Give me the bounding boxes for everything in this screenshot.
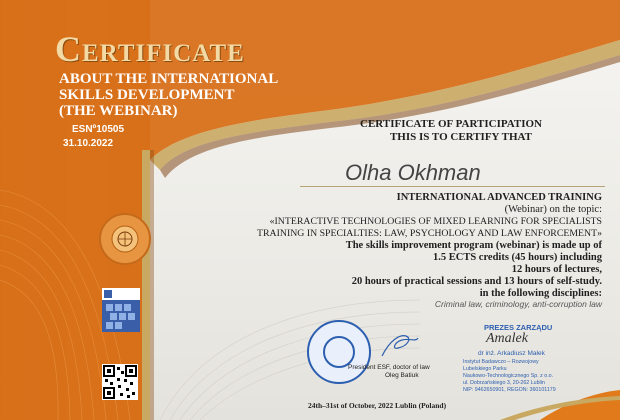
institute-logo [102,288,140,332]
certificate-number: ESNº10505 [72,124,125,135]
institute-line-4: ul. Dobrzańskiego 3, 20-262 Lublin [463,380,545,386]
training-topic-label: (Webinar) on the topic: [504,204,602,215]
president-signature [380,330,420,360]
foundation-logo [99,213,151,265]
subtitle-line-2: SKILLS DEVELOPMENT [59,87,235,103]
program-description: The skills improvement program (webinar) is made up of [345,240,602,251]
subtitle-line-1: ABOUT THE INTERNATIONAL [59,71,279,87]
header-participation: CERTIFICATE OF PARTICIPATION [360,118,542,130]
subtitle-line-3: (THE WEBINAR) [59,103,178,119]
program-disciplines: Criminal law, criminology, anti-corruption law [434,299,602,309]
recipient-name: Olha Okhman [345,160,481,185]
qr-code[interactable] [102,364,138,400]
program-lectures: 12 hours of lectures, [511,264,602,275]
institute-line-1: Instytut Badawczo – Rozwojowy [463,359,539,365]
certificate-title: Certificate [55,29,245,69]
name-underline [300,186,605,187]
official-stamp [307,320,371,384]
president-name: Oleg Batiuk [385,372,419,379]
training-title: INTERNATIONAL ADVANCED TRAINING [396,192,602,203]
event-dates-location: 24th–31st of October, 2022 Lublin (Poland) [308,401,447,410]
institute-line-3: Naukowo-Technologicznego Sp. z o.o. [463,373,554,379]
training-topic-line-2: TRAINING IN SPECIALTIES: LAW, PSYCHOLOGY AND LAW ENFORCEMENT» [257,228,602,239]
program-disciplines-label: in the following disciplines: [479,288,602,299]
certificate-date: 31.10.2022 [63,138,114,149]
president-title: President ESF, doctor of law [348,364,430,371]
board-president-signature: Amalek [486,331,528,346]
board-president-name: dr inż. Arkadiusz Małek [478,350,545,357]
training-topic-line-1: «INTERACTIVE TECHNOLOGIES OF MIXED LEARNING FOR SPECIALISTS [269,216,602,227]
program-credits: 1.5 ECTS credits (45 hours) including [433,252,602,263]
program-practice: 20 hours of practical sessions and 13 hours of self-study. [351,276,602,287]
header-certify: THIS IS TO CERTIFY THAT [389,131,532,143]
institute-line-5: NIP: 9462650901, REGON: 360101179 [463,387,556,393]
board-president-label: PREZES ZARZĄDU [484,323,553,332]
institute-line-2: Lubelskiego Parku [463,366,507,372]
